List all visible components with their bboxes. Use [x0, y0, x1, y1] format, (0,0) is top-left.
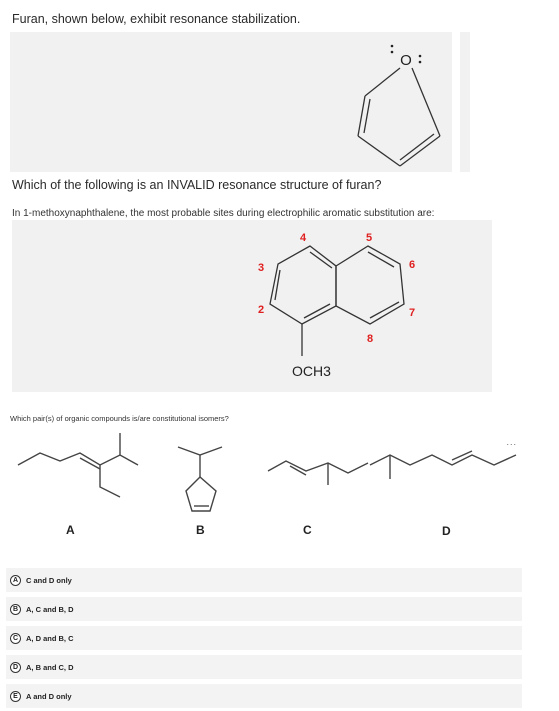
left-ring	[270, 246, 336, 324]
option-d-radio[interactable]: D	[10, 662, 21, 673]
isomer-question-text: Which pair(s) of organic compounds is/are constitutional isomers?	[10, 414, 229, 423]
option-a[interactable]	[6, 568, 522, 592]
option-a-text: C and D only	[26, 575, 72, 585]
option-b-text: A, C and B, D	[26, 604, 74, 614]
furan-bond-c3-c4	[358, 136, 400, 166]
furan-intro-text: Furan, shown below, exhibit resonance stabilization.	[12, 12, 301, 26]
furan-image-panel-right	[460, 32, 470, 172]
position-2: 2	[258, 304, 265, 316]
right-ring	[336, 246, 404, 324]
methoxy-label: OCH3	[292, 363, 331, 379]
furan-bond-o-c2	[365, 68, 400, 96]
option-d-text: A, B and C, D	[26, 662, 74, 672]
option-e-text: A and D only	[26, 691, 72, 701]
methoxynaphthalene-structure	[240, 226, 430, 386]
molecule-b-isopropyl	[178, 447, 222, 455]
molecule-d-double-bond	[452, 451, 472, 460]
naphthalene-question-text: In 1-methoxynaphthalene, the most probable sites during electrophilic aromatic substitution are:	[12, 208, 435, 219]
position-4: 4	[300, 232, 307, 244]
position-8: 8	[367, 333, 374, 345]
option-c[interactable]	[6, 626, 522, 650]
option-d[interactable]	[6, 655, 522, 679]
furan-bond-c5-o	[412, 68, 440, 136]
furan-question-text: Which of the following is an INVALID resonance structure of furan?	[12, 178, 382, 192]
molecule-d-chain	[370, 455, 516, 465]
isomer-molecules	[0, 425, 559, 535]
furan-oxygen-label: O	[400, 52, 412, 69]
more-options-icon[interactable]: ...	[506, 437, 517, 447]
option-e[interactable]	[6, 684, 522, 708]
furan-double-bond-c2-c3	[364, 99, 370, 133]
molecule-d-label: D	[442, 524, 451, 535]
molecule-a-label: A	[66, 523, 75, 535]
furan-bond-c4-c5	[400, 136, 440, 166]
position-5: 5	[366, 232, 373, 244]
molecule-b-label: B	[196, 523, 205, 535]
option-c-text: A, D and B, C	[26, 633, 74, 643]
right-ring-double-1	[368, 252, 394, 267]
option-a-radio[interactable]: A	[10, 575, 21, 586]
position-3: 3	[258, 262, 265, 274]
molecule-a-branch-down	[100, 465, 120, 497]
molecule-c-label: C	[303, 523, 312, 535]
furan-double-bond-c4-c5	[400, 134, 434, 160]
option-b-radio[interactable]: B	[10, 604, 21, 615]
option-c-radio[interactable]: C	[10, 633, 21, 644]
position-6: 6	[409, 259, 416, 271]
molecule-c-chain	[268, 461, 368, 473]
furan-structure	[330, 26, 450, 176]
option-e-radio[interactable]: E	[10, 691, 21, 702]
position-7: 7	[409, 307, 416, 319]
option-b[interactable]	[6, 597, 522, 621]
